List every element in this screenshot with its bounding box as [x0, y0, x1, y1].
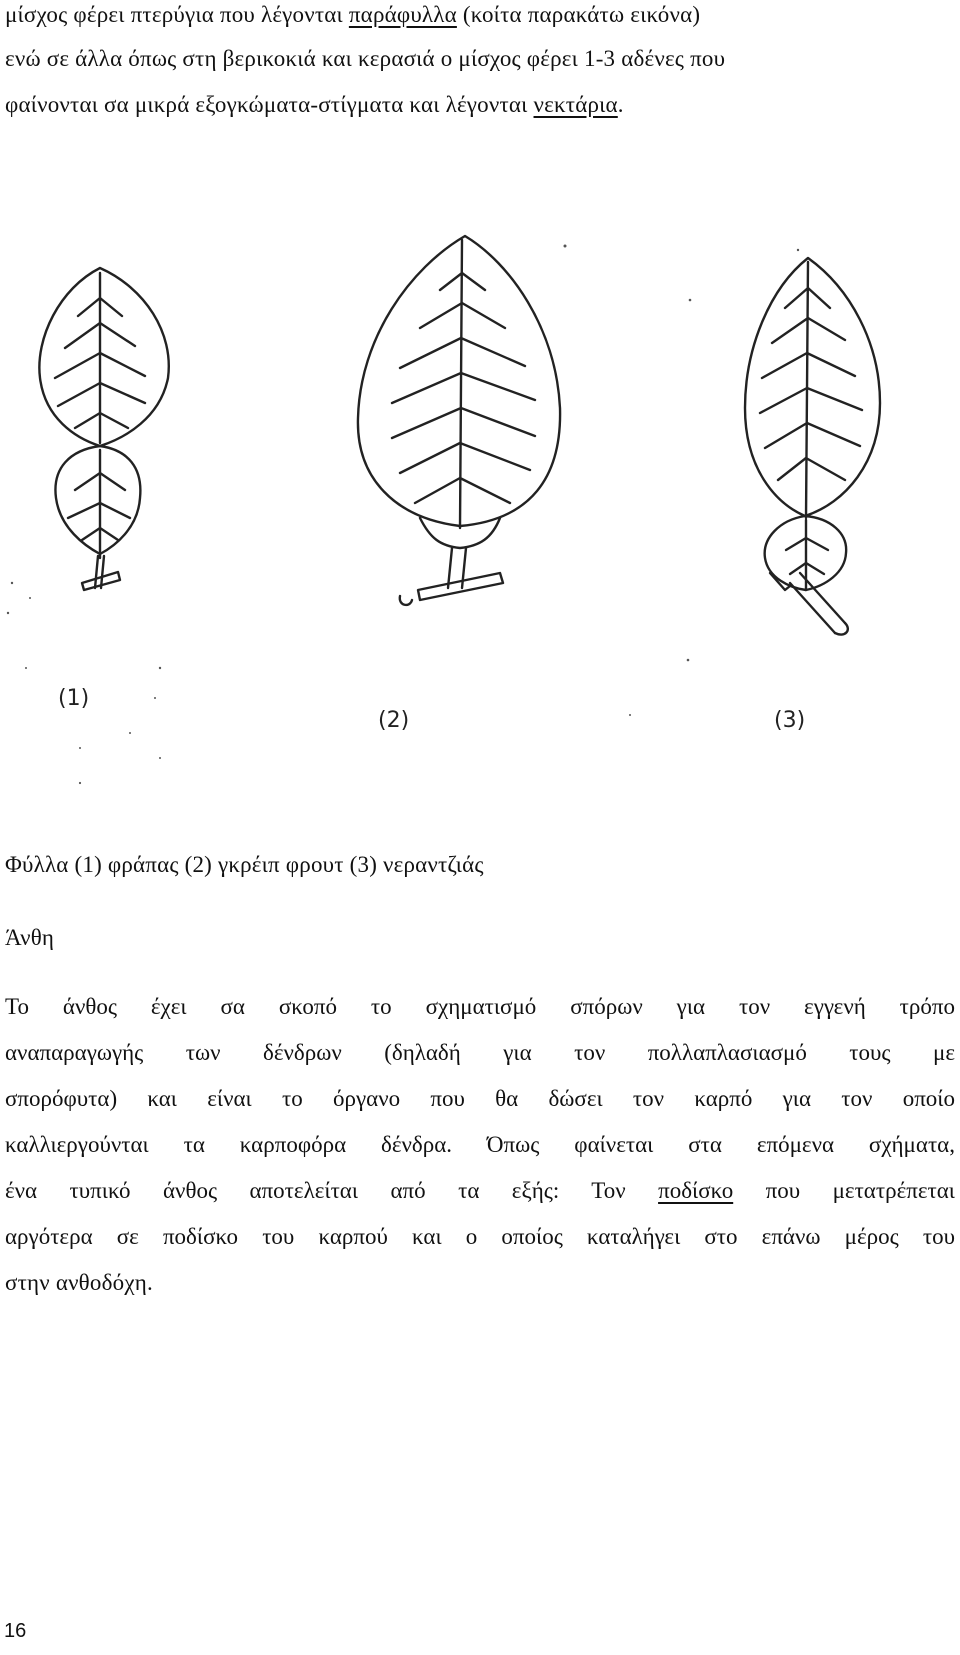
leaf-3-drawing: [745, 258, 880, 635]
intro-line-1: [5, 2, 700, 28]
para-line-4: καλλιεργούνται τα καρποφόρα δένδρα. Όπως φαίνεται στα επόμενα σχήματα,: [5, 1132, 955, 1157]
para-text: ένα τυπικό άνθος αποτελείται από τα εξής: Τον: [5, 1178, 659, 1203]
scan-specks: [7, 245, 799, 785]
para-line-1: Το άνθος έχει σα σκοπό το σχηματισμό σπόρων για τον εγγενή τρόπο: [5, 994, 955, 1019]
term-parafylla: παράφυλλα: [348, 2, 457, 27]
para-line-5: [5, 1178, 955, 1204]
term-nektaria: νεκτάρια: [533, 92, 618, 117]
intro-text: μίσχος φέρει πτερύγια που λέγονται: [5, 2, 349, 27]
section-heading: Άνθη: [5, 925, 55, 950]
intro-text: (κοίτα παρακάτω εικόνα): [456, 2, 701, 27]
para-line-7: στην ανθοδόχη.: [5, 1270, 153, 1295]
intro-text: φαίνονται σα μικρά εξογκώματα-στίγματα και λέγονται: [5, 92, 534, 117]
leaves-figure: [0, 228, 960, 828]
page-number: 16: [4, 1620, 27, 1642]
intro-text: .: [617, 92, 624, 117]
figure-caption: Φύλλα (1) φράπας (2) γκρέιπ φρουτ (3) νεραντζιάς: [5, 852, 484, 877]
figure-label-3: (3): [774, 708, 806, 733]
term-podisko: ποδίσκο: [658, 1178, 734, 1203]
intro-line-3: [5, 92, 624, 118]
para-line-2: αναπαραγωγής των δένδρων (δηλαδή για τον πολλαπλασιασμό τους με: [5, 1040, 955, 1065]
leaf-1-drawing: [39, 268, 168, 590]
figure-label-2: (2): [378, 708, 410, 733]
para-line-6: αργότερα σε ποδίσκο του καρπού και ο οποίος καταλήγει στο επάνω μέρος του: [5, 1224, 955, 1249]
intro-line-2: ενώ σε άλλα όπως στη βερικοκιά και κερασιά ο μίσχος φέρει 1-3 αδένες που: [5, 46, 726, 71]
figure-label-1: (1): [58, 686, 90, 711]
leaf-2-drawing: [358, 236, 560, 605]
leaves-illustration: [0, 228, 960, 828]
para-line-3: σπορόφυτα) και είναι το όργανο που θα δώσει τον καρπό για τον οποίο: [5, 1086, 955, 1111]
para-text: που μετατρέπεται: [733, 1178, 955, 1203]
